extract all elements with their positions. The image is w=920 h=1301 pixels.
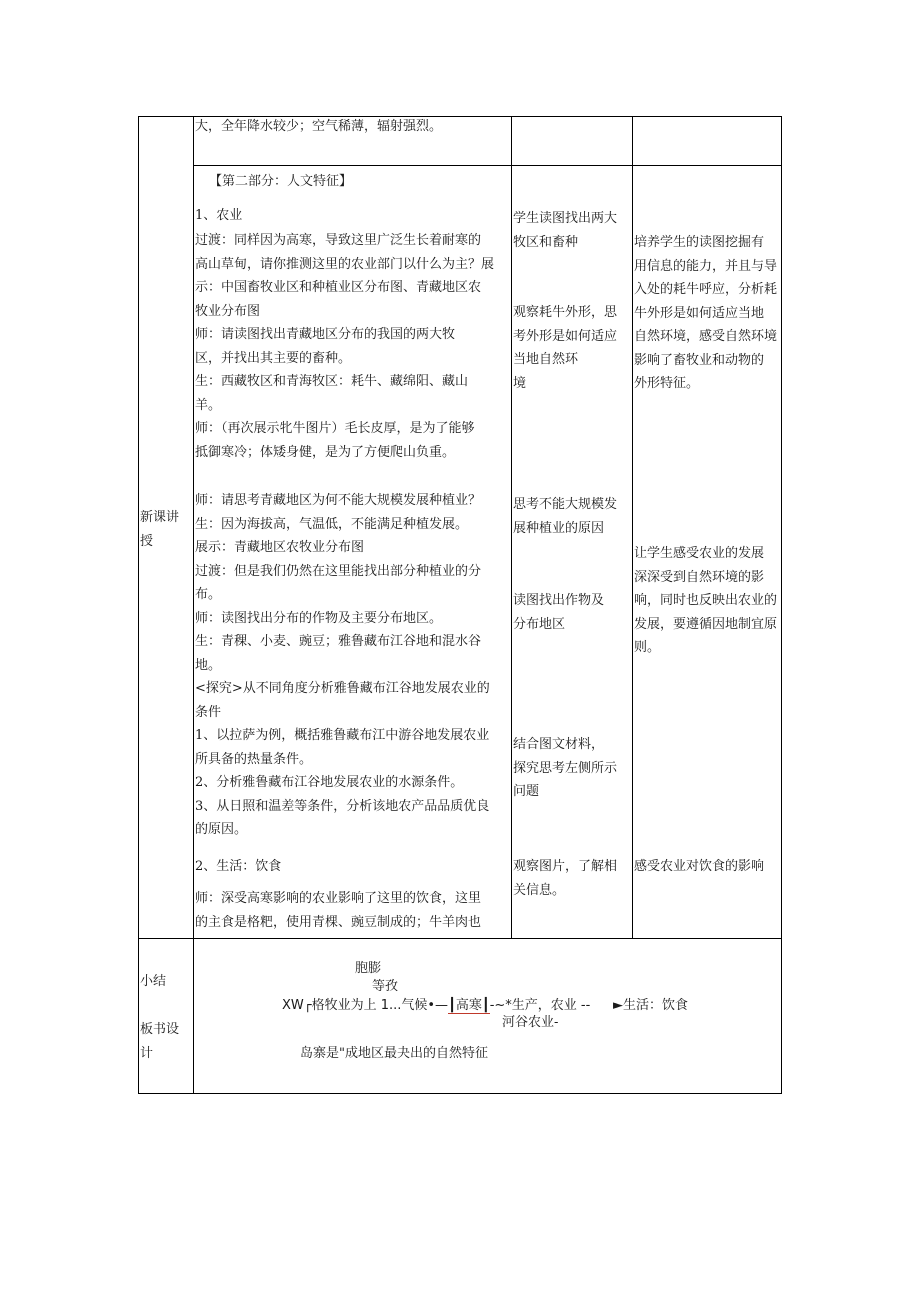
- col-divider-label: [193, 116, 194, 1094]
- board-arrow-diet: ►生活：饮食: [613, 998, 688, 1013]
- board-left-text: XW┌格牧业为上 1...气候•—: [282, 998, 449, 1013]
- board-top-word-1: 胞膨: [355, 961, 382, 976]
- row-divider-summary: [138, 938, 782, 939]
- student-activity-6: 观察图片，了解相 关信息。: [513, 859, 618, 898]
- board-design-label: 板书设 计: [140, 1022, 180, 1061]
- table-bottom-border: [138, 1093, 782, 1094]
- board-mid-text: -~*生产，农业 --: [489, 998, 591, 1013]
- design-intent-1: 培养学生的读图挖掘有 用信息的能力，并且与导 入处的耗牛呼应，分析耗 牛外形是如何适应当地 自然环境，感受自然环境 影响了畜牧业和动物的 外形特征。: [634, 235, 778, 391]
- content-block-diet: 师：深受高寒影响的农业影响了这里的饮食，这里 的主食是格粑，使用青棵、豌豆制成的；牛羊肉也: [195, 891, 482, 930]
- student-activity-3: 思考不能大规模发 展种植业的原因: [513, 497, 618, 536]
- board-highlight-cold: ┃高寒┃: [448, 998, 490, 1013]
- design-intent-3: 感受农业对饮食的影响: [634, 859, 765, 874]
- student-activity-5: 结合图文材料， 探究思考左侧所示 问题: [513, 737, 618, 799]
- section-label-new-lesson: 新课讲 授: [140, 510, 180, 549]
- student-activity-1: 学生读图找出两大 牧区和畜种: [513, 211, 618, 250]
- content-block-pastoral: 过渡：同样因为高寒，导致这里广泛生长着耐寒的 高山草甸，请你推测这里的农业部门以什么为主？展 示：中国畜牧业区和种植业区分布图、青藏地区农 牧业分布图 师：请读图找出青藏地区分布的我国的两大牧 区，并找出其主要的畜种。 生：西藏牧区和青海牧区：耗牛、藏绵阳、藏山 羊。 师：（再次展示牝牛图片）毛长皮厚，是为了能够 抵御寒冷；体矮身健，是为了方便爬山负重。: [195, 233, 495, 460]
- student-activity-2: 观察耗牛外形，思 考外形是如何适应 当地自然环 境: [513, 305, 618, 391]
- table-left-border: [138, 116, 139, 1094]
- content-block-farming: 师：请思考青藏地区为何不能大规模发展种植业？ 生：因为海拔高，气温低，不能满足种植发展。 展示：青藏地区农牧业分布图 过渡：但是我们仍然在这里能找出部分种植业的分 布。 师：读图找出分布的作物及主要分布地区。 生：青稞、小麦、豌豆；雅鲁藏布江谷地和混水谷 地。 <探究>从不同角度分析雅鲁藏布江谷地发展农业的 条件 1、以拉萨为例，概括雅鲁藏布江中游谷地发展农业 所具备的热量条件。 2、分析雅鲁藏布江谷地发展农业的水源条件。 3、从日照和温差等条件，分析该地农产品品质优良 的原因。: [195, 493, 490, 837]
- table-right-border: [781, 116, 782, 1094]
- col-divider-intent: [632, 116, 633, 939]
- row-divider-top: [193, 165, 782, 166]
- board-top-word-2: 等孜: [372, 979, 399, 994]
- col-divider-student: [511, 116, 512, 939]
- content-block-diet-heading: 2、生活：饮食: [195, 859, 282, 874]
- student-activity-4: 读图找出作物及 分布地区: [513, 593, 605, 632]
- board-sub-valley: 河谷农业-: [502, 1015, 559, 1030]
- top-row-content: 大，全年降水较少；空气稀薄，辐射强烈。: [195, 119, 443, 134]
- design-intent-2: 让学生感受农业的发展 深深受到自然环境的影 响，同时也反映出农业的 发展，要遵循因地制宜原 则。: [634, 546, 778, 655]
- content-block-heading: 【第二部分：人文特征】 1、农业: [195, 174, 353, 223]
- summary-label: 小结: [140, 974, 167, 989]
- board-bottom-line: 岛寨是"成地区最夬出的自然特征: [300, 1046, 488, 1061]
